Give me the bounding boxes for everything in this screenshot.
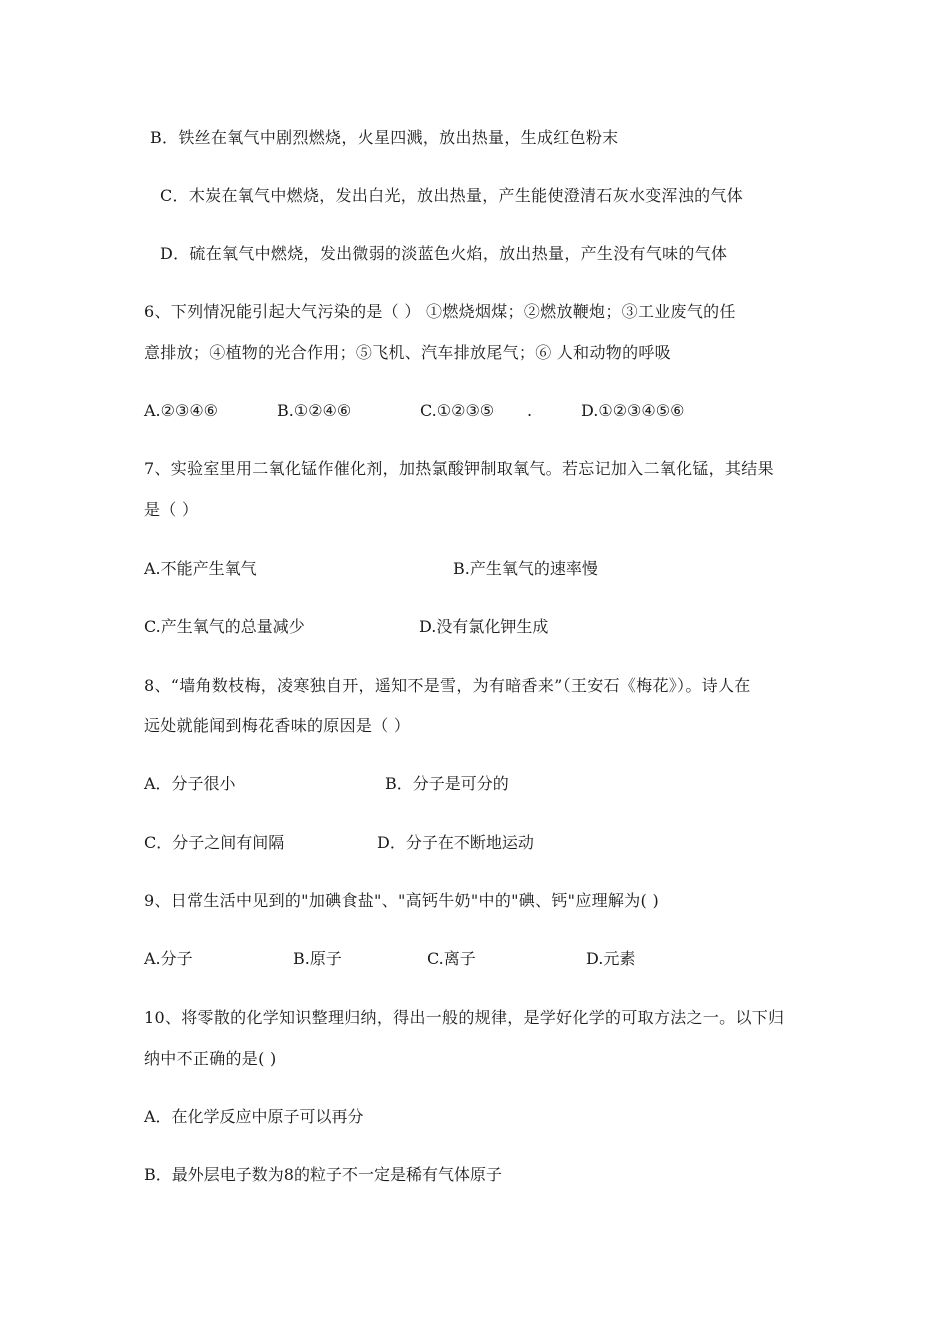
q8-option-d: D．分子在不断地运动 bbox=[377, 833, 534, 852]
q6-option-c: C.①②③⑤ bbox=[420, 401, 495, 420]
q8-option-a: A．分子很小 bbox=[144, 774, 236, 793]
q6-stem-line2: 意排放；④植物的光合作用；⑤飞机、汽车排放尾气；⑥ 人和动物的呼吸 bbox=[144, 343, 671, 362]
q8-stem-line1: 8、“墙角数枝梅，凌寒独自开，遥知不是雪，为有暗香来”（王安石《梅花》）。诗人在 bbox=[144, 676, 751, 695]
q5-option-d: D．硫在氧气中燃烧，发出微弱的淡蓝色火焰，放出热量，产生没有气味的气体 bbox=[160, 244, 728, 263]
q7-option-b: B.产生氧气的速率慢 bbox=[453, 559, 598, 578]
q9-option-d: D.元素 bbox=[586, 949, 636, 968]
q6-stem-line1: 6、下列情况能引起大气污染的是（ ） ①燃烧烟煤；②燃放鞭炮；③工业废气的任 bbox=[144, 302, 736, 321]
q7-stem-line2: 是（ ） bbox=[144, 500, 199, 519]
q9-stem: 9、日常生活中见到的"加碘食盐"、"高钙牛奶"中的"碘、钙"应理解为( ) bbox=[144, 891, 660, 910]
q7-stem-line1: 7、实验室里用二氧化锰作催化剂，加热氯酸钾制取氧气。若忘记加入二氧化锰，其结果 bbox=[144, 459, 774, 478]
q6-option-b: B.①②④⑥ bbox=[277, 401, 352, 420]
q8-stem-line2: 远处就能闻到梅花香味的原因是（ ） bbox=[144, 716, 411, 735]
q10-option-a: A．在化学反应中原子可以再分 bbox=[144, 1107, 364, 1126]
q6-stray-dot: . bbox=[527, 401, 533, 420]
q7-option-a: A.不能产生氧气 bbox=[144, 559, 257, 578]
q9-option-b: B.原子 bbox=[293, 949, 342, 968]
q7-option-d: D.没有氯化钾生成 bbox=[419, 617, 549, 636]
q5-option-b: B．铁丝在氧气中剧烈燃烧，火星四溅，放出热量，生成红色粉末 bbox=[150, 128, 619, 147]
q10-option-b: B．最外层电子数为8的粒子不一定是稀有气体原子 bbox=[144, 1165, 502, 1184]
q9-option-c: C.离子 bbox=[427, 949, 476, 968]
q8-option-b: B．分子是可分的 bbox=[385, 774, 509, 793]
q10-stem-line2: 纳中不正确的是( ) bbox=[144, 1049, 277, 1068]
q8-option-c: C．分子之间有间隔 bbox=[144, 833, 285, 852]
q9-option-a: A.分子 bbox=[144, 949, 193, 968]
q5-option-c: C．木炭在氧气中燃烧，发出白光，放出热量，产生能使澄清石灰水变浑浊的气体 bbox=[160, 186, 744, 205]
q6-option-a: A.②③④⑥ bbox=[144, 401, 219, 420]
q6-option-d: D.①②③④⑤⑥ bbox=[581, 401, 685, 420]
q7-option-c: C.产生氧气的总量减少 bbox=[144, 617, 305, 636]
q10-stem-line1: 10、将零散的化学知识整理归纳，得出一般的规律，是学好化学的可取方法之一。以下归 bbox=[144, 1008, 785, 1027]
